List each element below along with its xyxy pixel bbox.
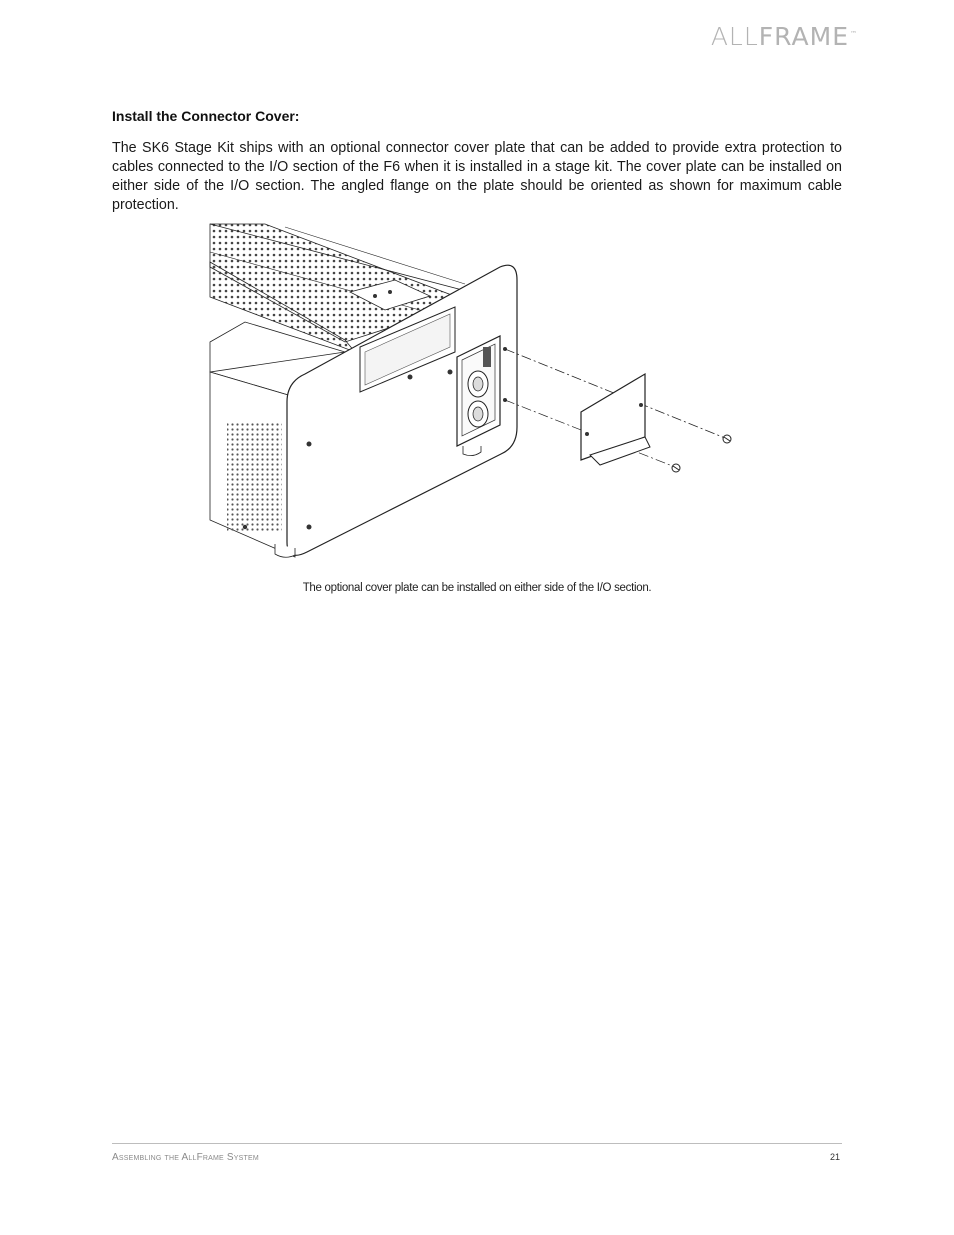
logo-trademark: ™ bbox=[850, 29, 858, 38]
section-heading: Install the Connector Cover: bbox=[112, 108, 300, 124]
allframe-logo bbox=[711, 22, 858, 51]
cover-screws bbox=[672, 435, 731, 472]
figure-caption: The optional cover plate can be installed on either side of the I/O section. bbox=[302, 582, 652, 594]
page-number: 21 bbox=[829, 1152, 840, 1162]
logo-frame-text: FRAME bbox=[758, 22, 849, 51]
connector-cover-plate bbox=[581, 374, 650, 465]
footer-divider bbox=[112, 1143, 842, 1144]
logo-all-text: ALL bbox=[710, 22, 759, 51]
section-paragraph: The SK6 Stage Kit ships with an optional connector cover plate that can be added to provide extra protection to cables connected to the I/O section of the F6 when it is installed in a stage kit. The cover plate can be installed on either side of the I/O section. The angled flange on the plate should be oriented as shown for maximum cable protection. bbox=[112, 140, 842, 213]
footer-title: Assembling the AllFrame System bbox=[112, 1152, 259, 1163]
connector-cover-illustration bbox=[205, 222, 745, 562]
